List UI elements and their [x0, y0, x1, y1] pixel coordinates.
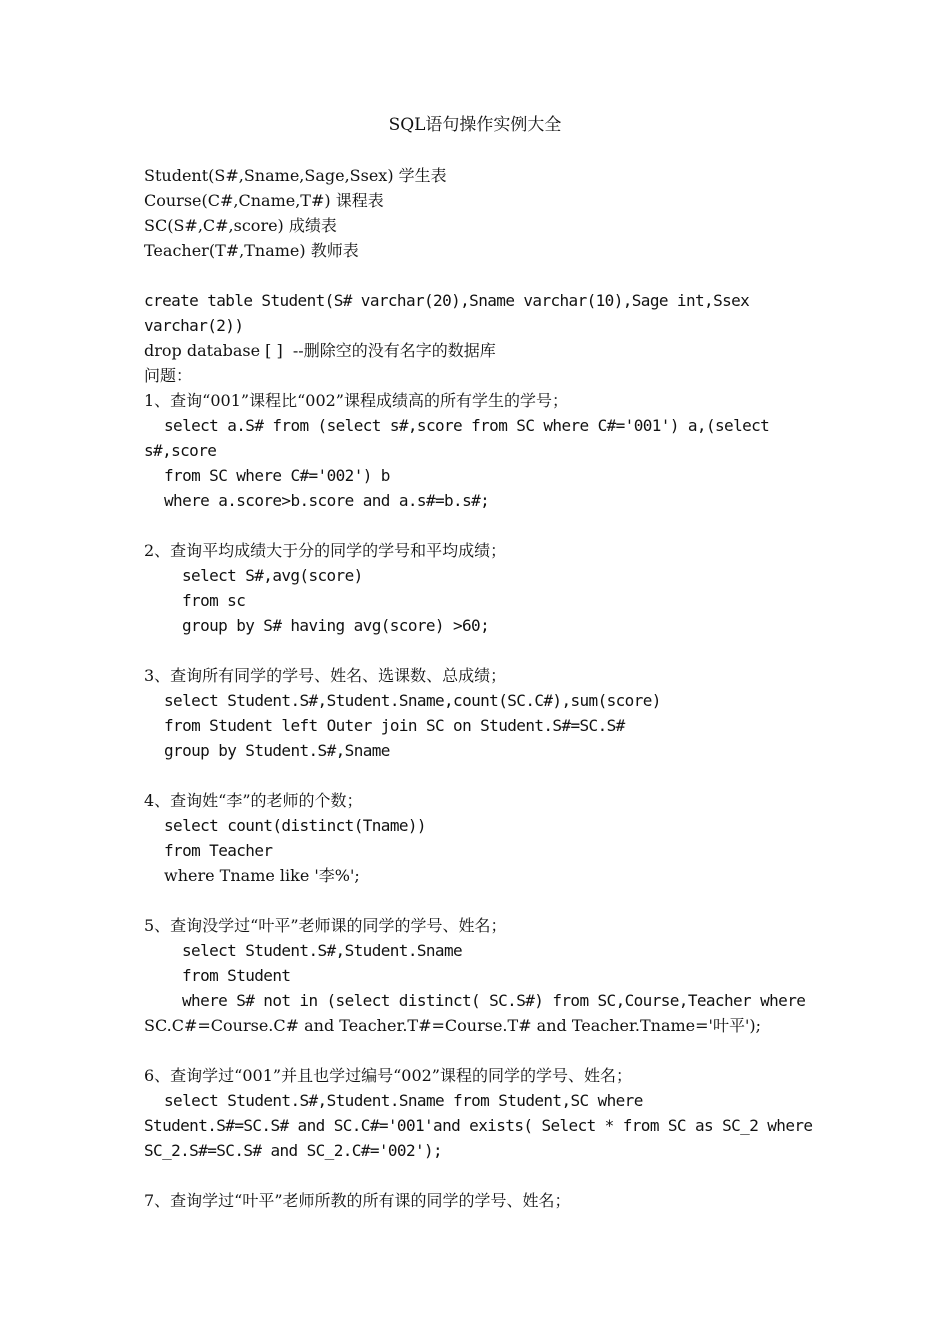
code-line: from SC where C#='002') b — [164, 466, 390, 485]
code-line: varchar(2)) — [144, 316, 244, 335]
code-line: where S# not in (select distinct( SC.S#) from SC,Course,Teacher where — [182, 991, 806, 1010]
code-line: from sc — [182, 591, 246, 610]
code-line: select Student.S#,Student.Sname,count(SC.C#),sum(score) — [164, 691, 661, 710]
text-line: where Tname like '李%'; — [164, 866, 360, 885]
code-line: SC_2.S#=SC.S# and SC_2.C#='002'); — [144, 1141, 443, 1160]
blank-line — [144, 513, 824, 538]
blank-line — [144, 888, 824, 913]
text-line: 7、查询学过“叶平”老师所教的所有课的同学的学号、姓名； — [144, 1191, 571, 1210]
code-line: select Student.S#,Student.Sname from Student,SC where — [164, 1091, 643, 1110]
code-line: create table Student(S# varchar(20),Sname varchar(10),Sage int,Ssex — [144, 291, 750, 310]
text-line: 6、查询学过“001”并且也学过编号“002”课程的同学的学号、姓名； — [144, 1066, 632, 1085]
code-line: from Teacher — [164, 841, 273, 860]
text-line: SC(S#,C#,score) 成绩表 — [144, 216, 337, 235]
code-line: where a.score>b.score and a.s#=b.s#; — [164, 491, 490, 510]
text-line: Course(C#,Cname,T#) 课程表 — [144, 191, 384, 210]
code-line: group by Student.S#,Sname — [164, 741, 390, 760]
code-line: s#,score — [144, 441, 217, 460]
code-line: select S#,avg(score) — [182, 566, 363, 585]
text-line: 5、查询没学过“叶平”老师课的同学的学号、姓名； — [144, 916, 507, 935]
text-line: SC.C#=Course.C# and Teacher.T#=Course.T# and Teacher.Tname='叶平'); — [144, 1016, 761, 1035]
code-line: select a.S# from (select s#,score from SC where C#='001') a,(select — [164, 416, 770, 435]
code-line: select Student.S#,Student.Sname — [182, 941, 463, 960]
code-line: select count(distinct(Tname)) — [164, 816, 426, 835]
code-line: from Student left Outer join SC on Student.S#=SC.S# — [164, 716, 625, 735]
text-line: 2、查询平均成绩大于分的同学的学号和平均成绩； — [144, 541, 507, 560]
code-line: group by S# having avg(score) >60; — [182, 616, 490, 635]
code-line: Student.S#=SC.S# and SC.C#='001'and exists( Select * from SC as SC_2 where — [144, 1116, 813, 1135]
blank-line — [144, 1038, 824, 1063]
document-body — [144, 163, 824, 1213]
text-line: 1、查询“001”课程比“002”课程成绩高的所有学生的学号； — [144, 391, 568, 410]
blank-line — [144, 763, 824, 788]
blank-line — [144, 263, 824, 288]
blank-line — [144, 1163, 824, 1188]
text-line: Student(S#,Sname,Sage,Ssex) 学生表 — [144, 166, 447, 185]
text-line: Teacher(T#,Tname) 教师表 — [144, 241, 359, 260]
text-line: 问题： — [144, 366, 193, 385]
blank-line — [144, 638, 824, 663]
text-line: drop database [ ] --删除空的没有名字的数据库 — [144, 341, 496, 360]
document-title: SQL语句操作实例大全 — [388, 115, 562, 135]
text-line: 4、查询姓“李”的老师的个数； — [144, 791, 363, 810]
code-line: from Student — [182, 966, 291, 985]
text-line: 3、查询所有同学的学号、姓名、选课数、总成绩； — [144, 666, 507, 685]
